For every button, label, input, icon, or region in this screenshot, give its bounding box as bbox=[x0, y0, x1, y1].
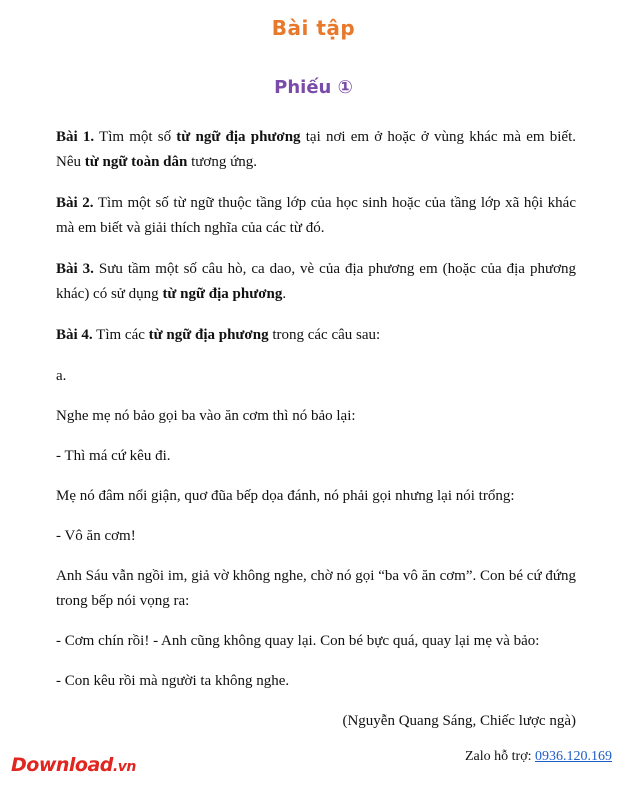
exercise-2 bbox=[56, 191, 576, 241]
passage-line: - Cơm chín rồi! - Anh cũng không quay lại. Con bé bực quá, quay lại mẹ và bảo: bbox=[56, 633, 540, 649]
passage-citation: (Nguyễn Quang Sáng, Chiếc lược ngà) bbox=[342, 713, 576, 729]
passage-line: Nghe mẹ nó bảo gọi ba vào ăn cơm thì nó bảo lại: bbox=[56, 408, 356, 424]
passage-label: a. bbox=[56, 368, 67, 384]
passage-line: - Thì má cứ kêu đi. bbox=[56, 448, 171, 464]
exercise-1-keyword: từ ngữ địa phương bbox=[176, 129, 301, 145]
exercise-1-text: tại nơi em ở hoặc ở vùng khác mà em biết. Nêu bbox=[56, 129, 576, 170]
exercise-1 bbox=[56, 125, 576, 175]
exercise-3 bbox=[56, 257, 576, 307]
exercise-4-text: trong các câu sau: bbox=[268, 327, 381, 343]
exercise-1-text: Tìm một số bbox=[94, 129, 177, 145]
exercise-1-text: tương ứng. bbox=[187, 154, 257, 170]
exercise-4-keyword: từ ngữ địa phương bbox=[148, 327, 269, 343]
logo-name: Download bbox=[11, 754, 113, 776]
download-vn-logo bbox=[11, 754, 136, 776]
passage-line: Anh Sáu vẫn ngồi im, giả vờ không nghe, chờ nó gọi “ba vô ăn cơm”. Con bé cứ đứng trong bếp nói vọng ra: bbox=[56, 568, 576, 609]
worksheet-subtitle: Phiếu ① bbox=[274, 77, 353, 98]
support-line bbox=[465, 749, 612, 765]
passage-line: - Vô ăn cơm! bbox=[56, 528, 136, 544]
passage-line: Mẹ nó đâm nổi giận, quơ đũa bếp dọa đánh, nó phải gọi nhưng lại nói trổng: bbox=[56, 488, 515, 504]
exercise-3-keyword: từ ngữ địa phương bbox=[162, 286, 283, 302]
exercise-3-text: . bbox=[282, 286, 287, 302]
exercise-3-label: Bài 3. bbox=[56, 261, 94, 277]
support-phone-link[interactable]: 0936.120.169 bbox=[535, 749, 612, 764]
exercise-1-label: Bài 1. bbox=[56, 129, 95, 145]
logo-tld: .vn bbox=[112, 759, 136, 775]
passage-line: - Con kêu rồi mà người ta không nghe. bbox=[56, 673, 290, 689]
exercise-2-label: Bài 2. bbox=[56, 195, 94, 211]
worksheet-body bbox=[56, 125, 576, 709]
exercise-1-keyword: từ ngữ toàn dân bbox=[84, 154, 188, 170]
exercise-3-text: Sưu tầm một số câu hò, ca dao, vè của địa phương em (hoặc của địa phương khác) có sử dụng bbox=[56, 261, 576, 302]
page-title: Bài tập bbox=[271, 16, 356, 40]
exercise-2-text: Tìm một số từ ngữ thuộc tầng lớp của học sinh hoặc của tầng lớp xã hội khác mà em biết và giải thích nghĩa của các từ đó. bbox=[56, 195, 576, 236]
exercise-4 bbox=[56, 323, 576, 348]
exercise-4-label: Bài 4. bbox=[56, 327, 93, 343]
exercise-4-text: Tìm các bbox=[92, 327, 149, 343]
support-label: Zalo hỗ trợ: bbox=[465, 749, 535, 764]
